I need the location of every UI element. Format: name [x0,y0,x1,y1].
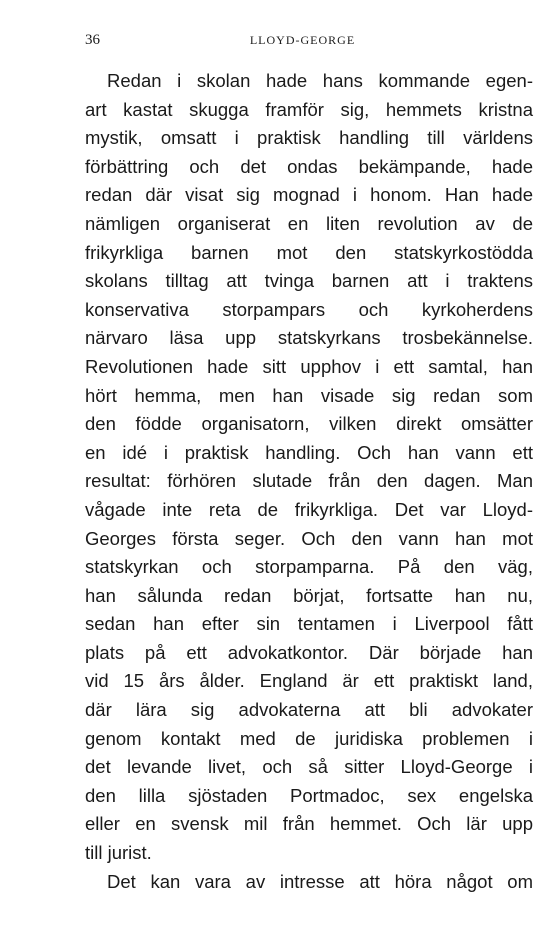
text-line: genom kontakt med de juridiska problemen i [85,727,533,749]
text-line: konservativa storpampars och kyrkoherdens [85,298,533,320]
text-line: skolans tilltag att tvinga barnen att i traktens [85,270,533,292]
body-text [85,67,533,896]
text-line: redan där visat sig mognad i honom. Han hade [85,184,533,206]
text-line: där lära sig advokaterna att bli advokater [85,699,533,721]
text-line: en idé i praktisk handling. Och han vann ett [85,441,533,463]
text-line: han sålunda redan börjat, fortsatte han nu, [85,584,533,606]
text-line: hört hemma, men han visade sig redan som [85,384,533,406]
text-line: närvaro läsa upp statskyrkans trosbekännelse. [85,327,533,349]
text-line: statskyrkan och storpamparna. På den väg, [85,556,533,578]
text-line: det levande livet, och så sitter Lloyd-George i [85,756,533,778]
text-line: sedan han efter sin tentamen i Liverpool fått [85,613,533,635]
text-line: Revolutionen hade sitt upphov i ett samtal, han [85,355,533,377]
text-line: frikyrkliga barnen mot den statskyrkostödda [85,241,533,263]
page-number: 36 [85,32,100,48]
text-line: mystik, omsatt i praktisk handling till världens [85,127,533,149]
text-line: vid 15 års ålder. England är ett praktiskt land, [85,670,533,692]
text-line: art kastat skugga framför sig, hemmets kristna [85,98,533,120]
text-line: Georges första seger. Och den vann han mot [85,527,533,549]
running-head: LLOYD-GEORGE [249,33,356,47]
text-line: förbättring och det ondas bekämpande, hade [85,155,533,177]
text-line: vågade inte reta de frikyrkliga. Det var Lloyd- [85,498,533,520]
text-line: Redan i skolan hade hans kommande egen- [107,70,533,91]
text-line: Det kan vara av intresse att höra något om [107,870,533,892]
text-line: plats på ett advokatkontor. Där började han [85,641,533,663]
text-line: nämligen organiserat en liten revolution av de [85,212,533,234]
text-line: den lilla sjöstaden Portmadoc, sex engelska [85,784,533,806]
text-line: den födde organisatorn, vilken direkt omsätter [85,413,533,435]
text-line: eller en svensk mil från hemmet. Och lär upp [85,813,533,835]
text-line: resultat: förhören slutade från den dagen. Man [85,470,533,492]
text-line: till jurist. [85,842,152,864]
page-header [85,32,520,52]
